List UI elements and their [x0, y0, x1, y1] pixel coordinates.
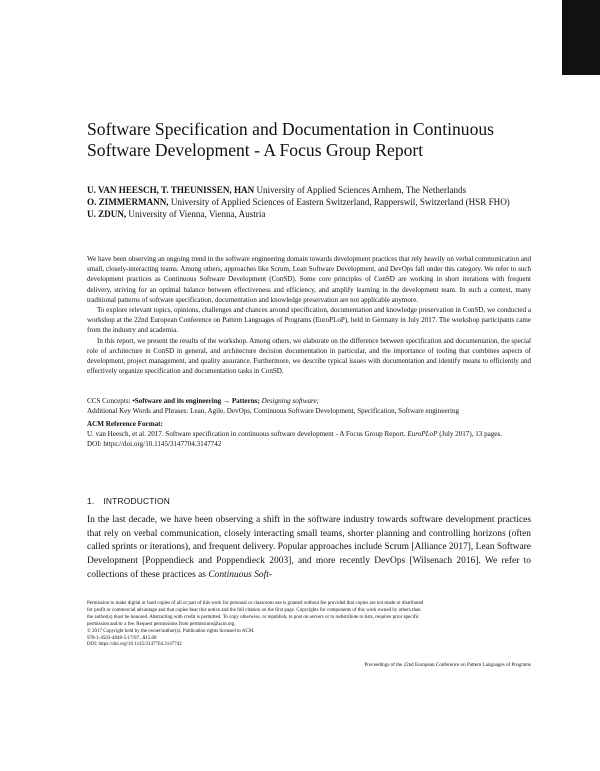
citation-details: (July 2017), 13 pages. — [437, 430, 503, 439]
acm-reference-heading: ACM Reference Format: — [87, 420, 163, 428]
footnote-line: permission and/or a fee. Request permissions from permissions@acm.org. — [87, 621, 236, 627]
author-line — [87, 196, 531, 208]
ccs-detail: Designing software; — [259, 397, 320, 405]
abstract-paragraph: To explore relevant topics, opinions, challenges and chances around specification, documentation and knowledge preservation in ConSD, we conducted a workshop at the 22nd European Conference on Pattern Languages of Programs (EuroPLoP), held in Germany in July 2017. The workshop participants came from the industry and academia. — [87, 306, 531, 335]
abstract — [87, 254, 531, 376]
author-list — [87, 184, 527, 221]
section-title: INTRODUCTION — [103, 496, 170, 506]
paper-title: Software Specification and Documentation in Continuous Software Development - A Focus Group Report — [87, 119, 495, 160]
author-affiliation: University of Applied Sciences of Eastern Switzerland, Rapperswil, Switzerland (HSR FHO) — [168, 197, 510, 208]
ccs-concepts-list: •Software and its engineering → Patterns; — [132, 397, 260, 405]
footnote-line: DOI: https://doi.org/10.1145/3147704.3147742 — [87, 642, 182, 648]
section-heading — [87, 496, 527, 506]
intro-text-italic: Continuous Soft- — [208, 569, 273, 580]
citation-venue: EuroPLoP — [407, 430, 438, 439]
acm-reference-citation — [87, 429, 531, 439]
keywords-text: Lean, Agile, DevOps, Continuous Software Development, Specification, Software engineering — [188, 407, 460, 415]
copyright-footnote — [87, 601, 531, 649]
author-line — [87, 184, 527, 196]
acm-reference — [87, 419, 531, 450]
author-names: O. ZIMMERMANN, — [87, 197, 169, 208]
footnote-line: Permission to make digital or hard copies of all or part of this work for personal or classroom use is granted without fee provided that copies are not made or distributed — [87, 601, 424, 606]
ccs-label: CCS Concepts: — [87, 397, 133, 405]
acm-reference-doi: DOI: https://doi.org/10.1145/3147704.3147742 — [87, 440, 222, 449]
author-names: U. VAN HEESCH, T. THEUNISSEN, HAN — [87, 185, 255, 195]
abstract-paragraph: In this report, we present the results of the workshop. Among others, we elaborate on the difference between specification and documentation, the special role of architecture in ConSD in general, and architecture decision documentation in particular, and the importance of tooling that combines aspects of development, project management, and quality assurance. Furthermore, we describe typical issues with documentation and identify means to efficiently and effectively organize specification and documentation tasks in ConSD. — [87, 336, 531, 376]
author-affiliation: University of Vienna, Vienna, Austria — [126, 209, 266, 220]
footnote-line: for profit or commercial advantage and that copies bear this notice and the full citation on the first page. Copyrights for components of this work owned by others than — [87, 607, 421, 613]
intro-text: In the last decade, we have been observing a shift in the software industry towards software development practices that rely on verbal communication, closely interacting small teams, shorter planning and controlling horizons (often called sprints or iterations), and frequent delivery. Popular approaches include Scrum [Alliance 2017], Lean Software Development [Poppendieck and Poppendieck 2003], and more recently DevOps [Wilsenach 2016]. We refer to collections of these practices as — [87, 515, 531, 580]
keywords — [87, 406, 531, 416]
footnote-line: © 2017 Copyright held by the owner/author(s). Publication rights licensed to ACM. — [87, 628, 255, 634]
running-footer: Proceedings of the 22nd European Conference on Pattern Languages of Programs — [364, 662, 531, 668]
author-line — [87, 208, 527, 220]
author-affiliation: University of Applied Sciences Arnhem, The Netherlands — [254, 185, 467, 195]
intro-paragraph — [87, 514, 531, 583]
keywords-label: Additional Key Words and Phrases: — [87, 407, 189, 415]
section-number: 1. — [87, 496, 95, 506]
author-names: U. ZDUN, — [87, 209, 127, 220]
footnote-line: the author(s) must be honored. Abstracting with credit is permitted. To copy otherwise, or republish, to post on servers or to redistribute to lists, requires prior specific — [87, 614, 420, 620]
ccs-concepts — [87, 396, 531, 406]
abstract-paragraph: We have been observing an ongoing trend in the software engineering domain towards development practices that rely heavily on verbal communication and small, closely-interacting teams. Among others, approaches like Scrum, Lean Software Development, and DevOps fall under this category. We refer to such development practices as Continuous Software Development (ConSD). Some core principles of ConSD are working in short iterations with frequent delivery, striving for an optimal balance between effectiveness and efficiency, and amplify learning in the development team. In such a context, many traditional patterns of software specification, documentation and knowledge preservation are not applicable anymore. — [87, 255, 531, 304]
footnote-line: 978-1-4503-4848-5/17/07...$15.00 — [87, 635, 157, 641]
thumb-index-tab — [562, 0, 600, 75]
citation-text: U. van Heesch, et al. 2017. Software specification in continuous software development - A Focus Group Report. — [87, 430, 408, 439]
